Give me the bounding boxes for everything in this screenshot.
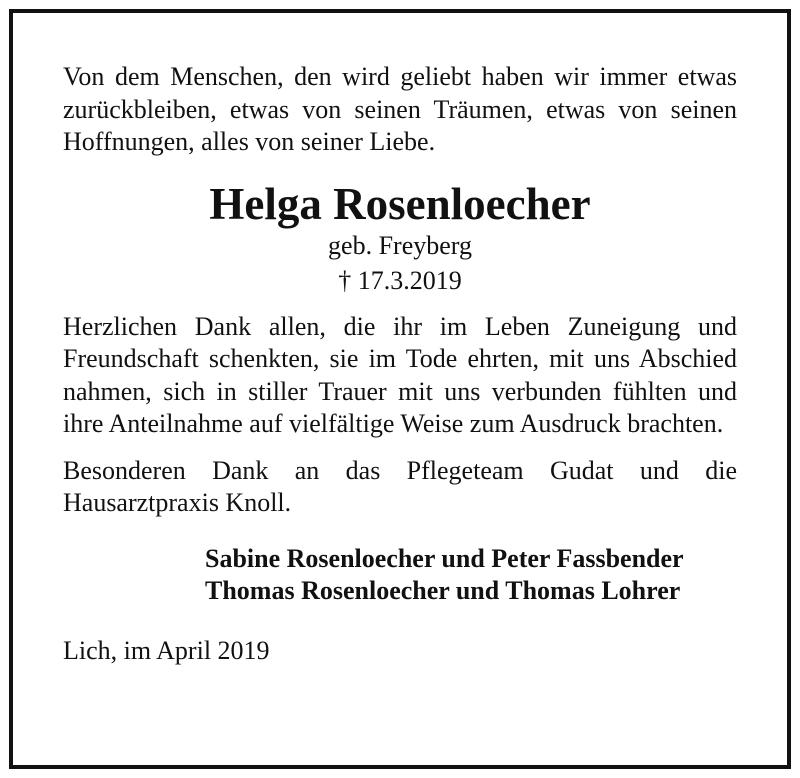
thanks-paragraph: Herzlichen Dank allen, die ihr im Leben Zuneigung und Freundschaft schenkten, sie im Tode ehrten, mit uns Abschied nahmen, sich in stiller Trauer mit uns verbunden fühlten und ihre Anteilnahme auf vielfältige Weise zum Ausdruck brachten. [63, 311, 737, 438]
signers-block [63, 543, 737, 608]
birth-name: geb. Freyberg [328, 230, 472, 260]
death-date: † 17.3.2019 [338, 265, 462, 295]
obituary-frame [9, 9, 791, 769]
signer-line: Sabine Rosenloecher und Peter Fassbender [205, 543, 684, 573]
place-date: Lich, im April 2019 [63, 635, 270, 665]
obituary-content [63, 61, 737, 735]
special-thanks-paragraph: Besonderen Dank an das Pflegeteam Gudat und die Hausarztpraxis Knoll. [63, 455, 737, 517]
signer-line: Thomas Rosenloecher und Thomas Lohrer [205, 576, 681, 605]
motto-quote: Von dem Menschen, den wird geliebt haben wir immer etwas zurückbleiben, etwas von seinen Träumen, etwas von seinen Hoffnungen, alles von seiner Liebe. [63, 62, 737, 156]
deceased-name: Helga Rosenloecher [209, 178, 591, 229]
